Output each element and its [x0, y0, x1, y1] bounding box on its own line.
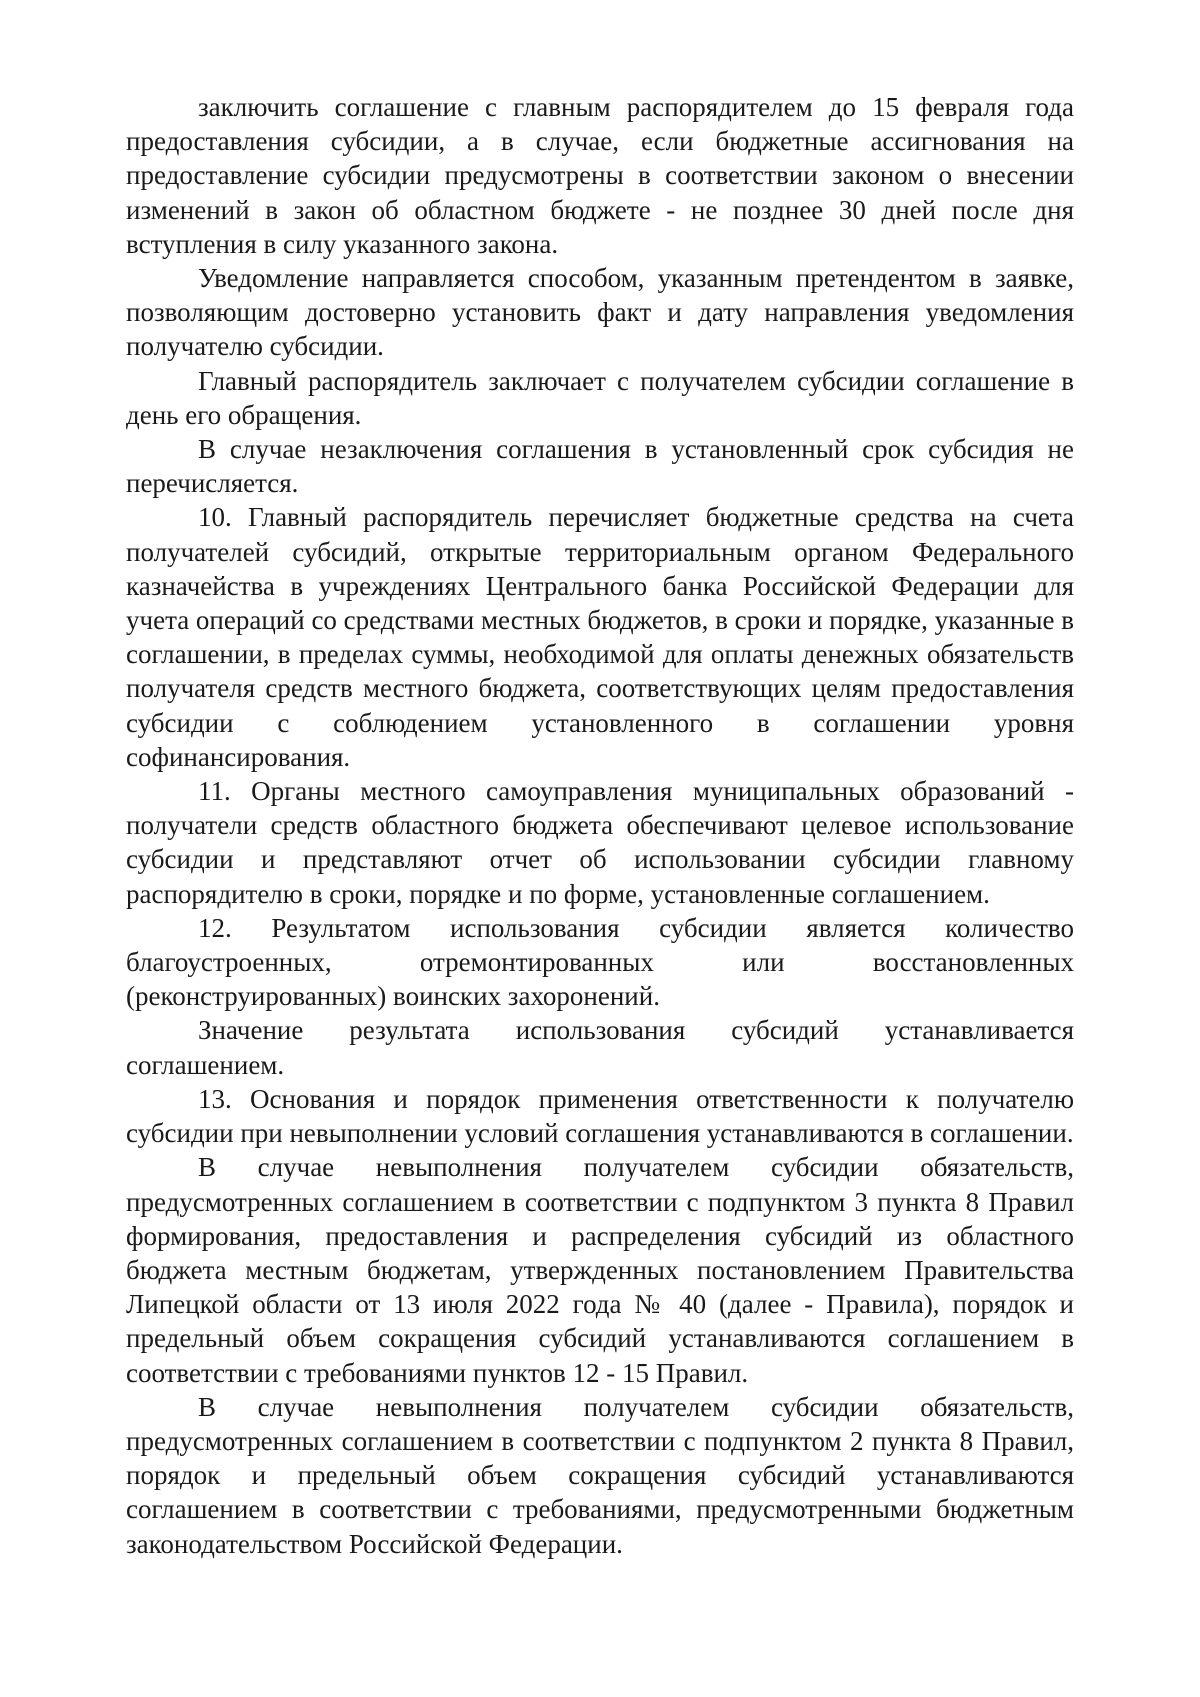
paragraph-7: 12. Результатом использования субсидии является количество благоустроенных, отремонтированных или восстановленных (реконструированных) воинских захоронений.	[126, 912, 1074, 1012]
paragraph-9: 13. Основания и порядок применения ответственности к получателю субсидии при невыполнении условий соглашения устанавливаются в соглашении.	[126, 1083, 1074, 1149]
paragraph-3: Главный распорядитель заключает с получателем субсидии соглашение в день его обращения.	[126, 365, 1074, 430]
document-body	[126, 90, 1074, 1561]
paragraph-6: 11. Органы местного самоуправления муниципальных образований - получатели средств областного бюджета обеспечивают целевое использование субсидии и представляют отчет об использовании субсидии главному распорядителю в сроки, порядке и по форме, установленные соглашением.	[126, 776, 1074, 909]
paragraph-1: заключить соглашение с главным распорядителем до 15 февраля года предоставления субсидии, а в случае, если бюджетные ассигнования на предоставление субсидии предусмотрены в соответствии законом о внесении изменений в закон об областном бюджете - не позднее 30 дней после дня вступления в силу указанного закона.	[126, 92, 1074, 259]
paragraph-8: Значение результата использования субсидий устанавливается соглашением.	[126, 1015, 1074, 1080]
paragraph-10: В случае невыполнения получателем субсидии обязательств, предусмотренных соглашением в соответствии с подпунктом 3 пункта 8 Правил формирования, предоставления и распределения субсидий из областного бюджета местным бюджетам, утвержденных постановлением Правительства Липецкой области от 13 июля 2022 года № 40 (далее - Правила), порядок и предельный объем сокращения субсидий устанавливаются соглашением в соответствии с требованиями пунктов 12 - 15 Правил.	[126, 1152, 1074, 1388]
paragraph-4: В случае незаключения соглашения в установленный срок субсидия не перечисляется.	[126, 434, 1074, 499]
paragraph-2: Уведомление направляется способом, указанным претендентом в заявке, позволяющим достоверно установить факт и дату направления уведомления получателю субсидии.	[126, 263, 1074, 362]
paragraph-11: В случае невыполнения получателем субсидии обязательств, предусмотренных соглашением в соответствии с подпунктом 2 пункта 8 Правил, порядок и предельный объем сокращения субсидий устанавливаются соглашением в соответствии с требованиями, предусмотренными бюджетным законодательством Российской Федерации.	[126, 1391, 1074, 1559]
paragraph-5: 10. Главный распорядитель перечисляет бюджетные средства на счета получателей субсидий, открытые территориальным органом Федерального казначейства в учреждениях Центрального банка Российской Федерации для учета операций со средствами местных бюджетов, в сроки и порядке, указанные в соглашении, в пределах суммы, необходимой для оплаты денежных обязательств получателя средств местного бюджета, соответствующих целям предоставления субсидии с соблюдением установленного в соглашении уровня софинансирования.	[126, 502, 1074, 772]
